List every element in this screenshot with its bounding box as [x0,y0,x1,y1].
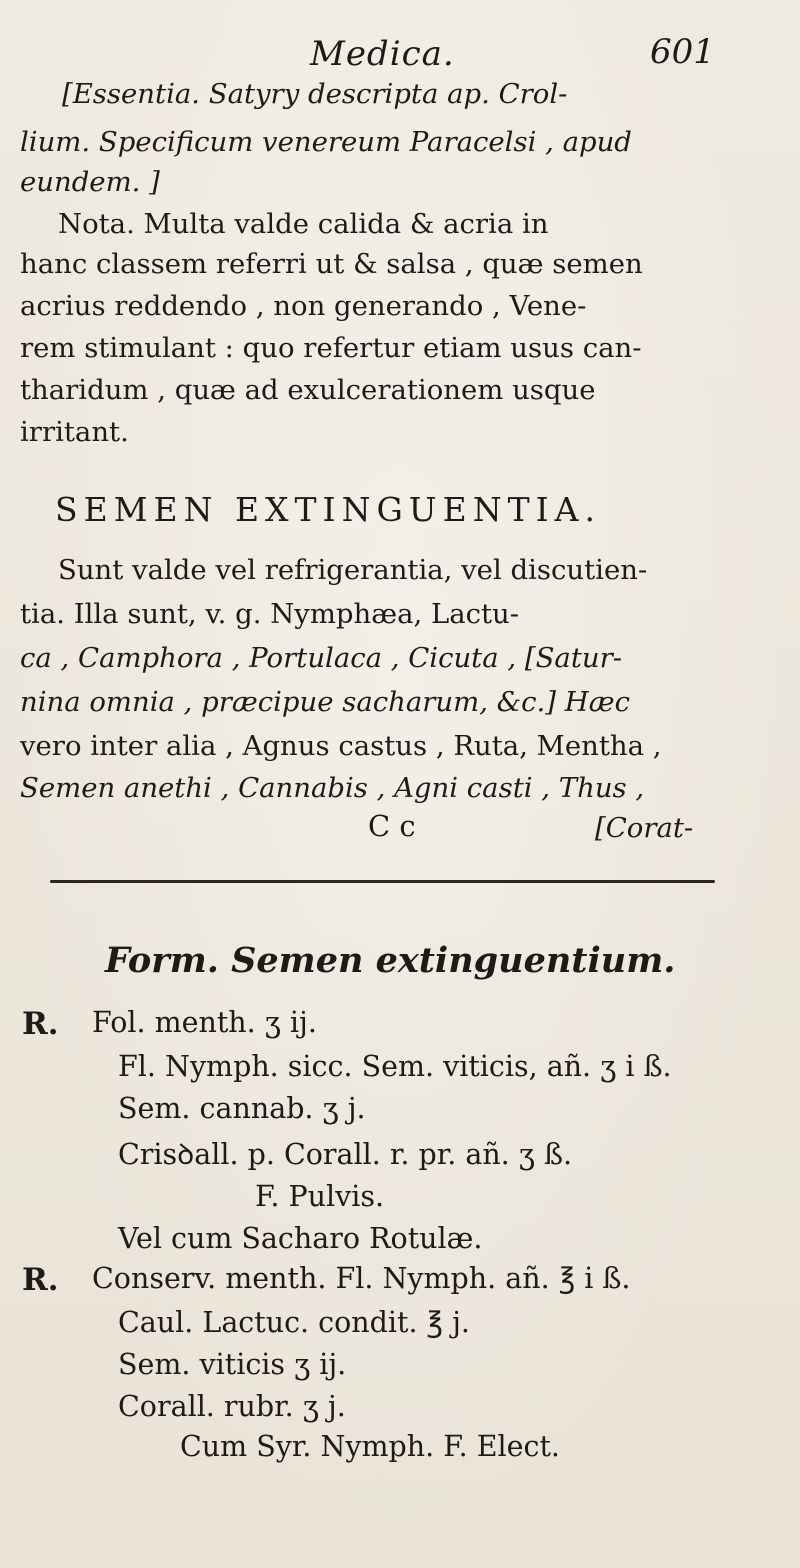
recipe-line: Corall. rubr. ʒ j. [118,1390,346,1423]
recipe-line: Cum Syr. Nymph. F. Elect. [180,1430,560,1463]
nota-line: tharidum , quæ ad exulcerationem usque [20,374,596,406]
formula-title: Form. Semen extinguentium. [105,940,676,981]
signature-mark: C c [368,809,416,843]
nota-line: acrius reddendo , non generando , Vene- [20,290,587,322]
recipe-line: Conserv. menth. Fl. Nymph. añ. ℥ i ß. [92,1262,631,1295]
nota-line: irritant. [20,416,129,448]
section-line: ca , Camphora , Portulaca , Cicuta , [Satur- [20,642,623,674]
section-line: tia. Illa sunt, v. g. Nymphæa, Lactu- [20,598,520,630]
essentia-note-line: eundem. ] [20,166,160,198]
recipe-line: Sem. cannab. ʒ j. [118,1092,366,1125]
section-line: Semen anethi , Cannabis , Agni casti , Thus , [20,772,645,804]
section-line: Sunt valde vel refrigerantia, vel discutien- [58,554,648,586]
section-divider [50,880,715,883]
nota-line: rem stimulant : quo refertur etiam usus can- [20,332,642,364]
section-line: vero inter alia , Agnus castus , Ruta, Mentha , [20,730,662,762]
recipe-line: Sem. viticis ʒ ij. [118,1348,347,1381]
essentia-note-line: lium. Specificum venereum Paracelsi , apud [20,126,632,158]
page-number: 601 [650,32,715,72]
catchword: [Corat- [595,812,694,844]
nota-line: hanc classem referri ut & salsa , quæ semen [20,248,643,280]
recipe-line: Vel cum Sacharo Rotulæ. [118,1222,483,1255]
recipe-line: Fl. Nymph. sicc. Sem. viticis, añ. ʒ i ß. [118,1050,672,1083]
section-line: nina omnia , præcipue sacharum, &c.] Hæc [20,686,630,718]
recipe-line: Crisꝺall. p. Corall. r. pr. añ. ʒ ß. [118,1138,573,1171]
running-title: Medica. [310,34,455,74]
section-heading: SEMEN EXTINGUENTIA. [55,490,601,529]
recipe-line: Caul. Lactuc. condit. ℥ j. [118,1306,470,1339]
nota-line: Nota. Multa valde calida & acria in [58,208,549,240]
recipe-symbol: R. [22,1006,59,1042]
recipe-symbol: R. [22,1262,59,1298]
recipe-line: Fol. menth. ʒ ij. [92,1006,317,1039]
essentia-note-line: [Essentia. Satyry descripta ap. Crol- [62,78,568,110]
recipe-line: F. Pulvis. [255,1180,385,1213]
